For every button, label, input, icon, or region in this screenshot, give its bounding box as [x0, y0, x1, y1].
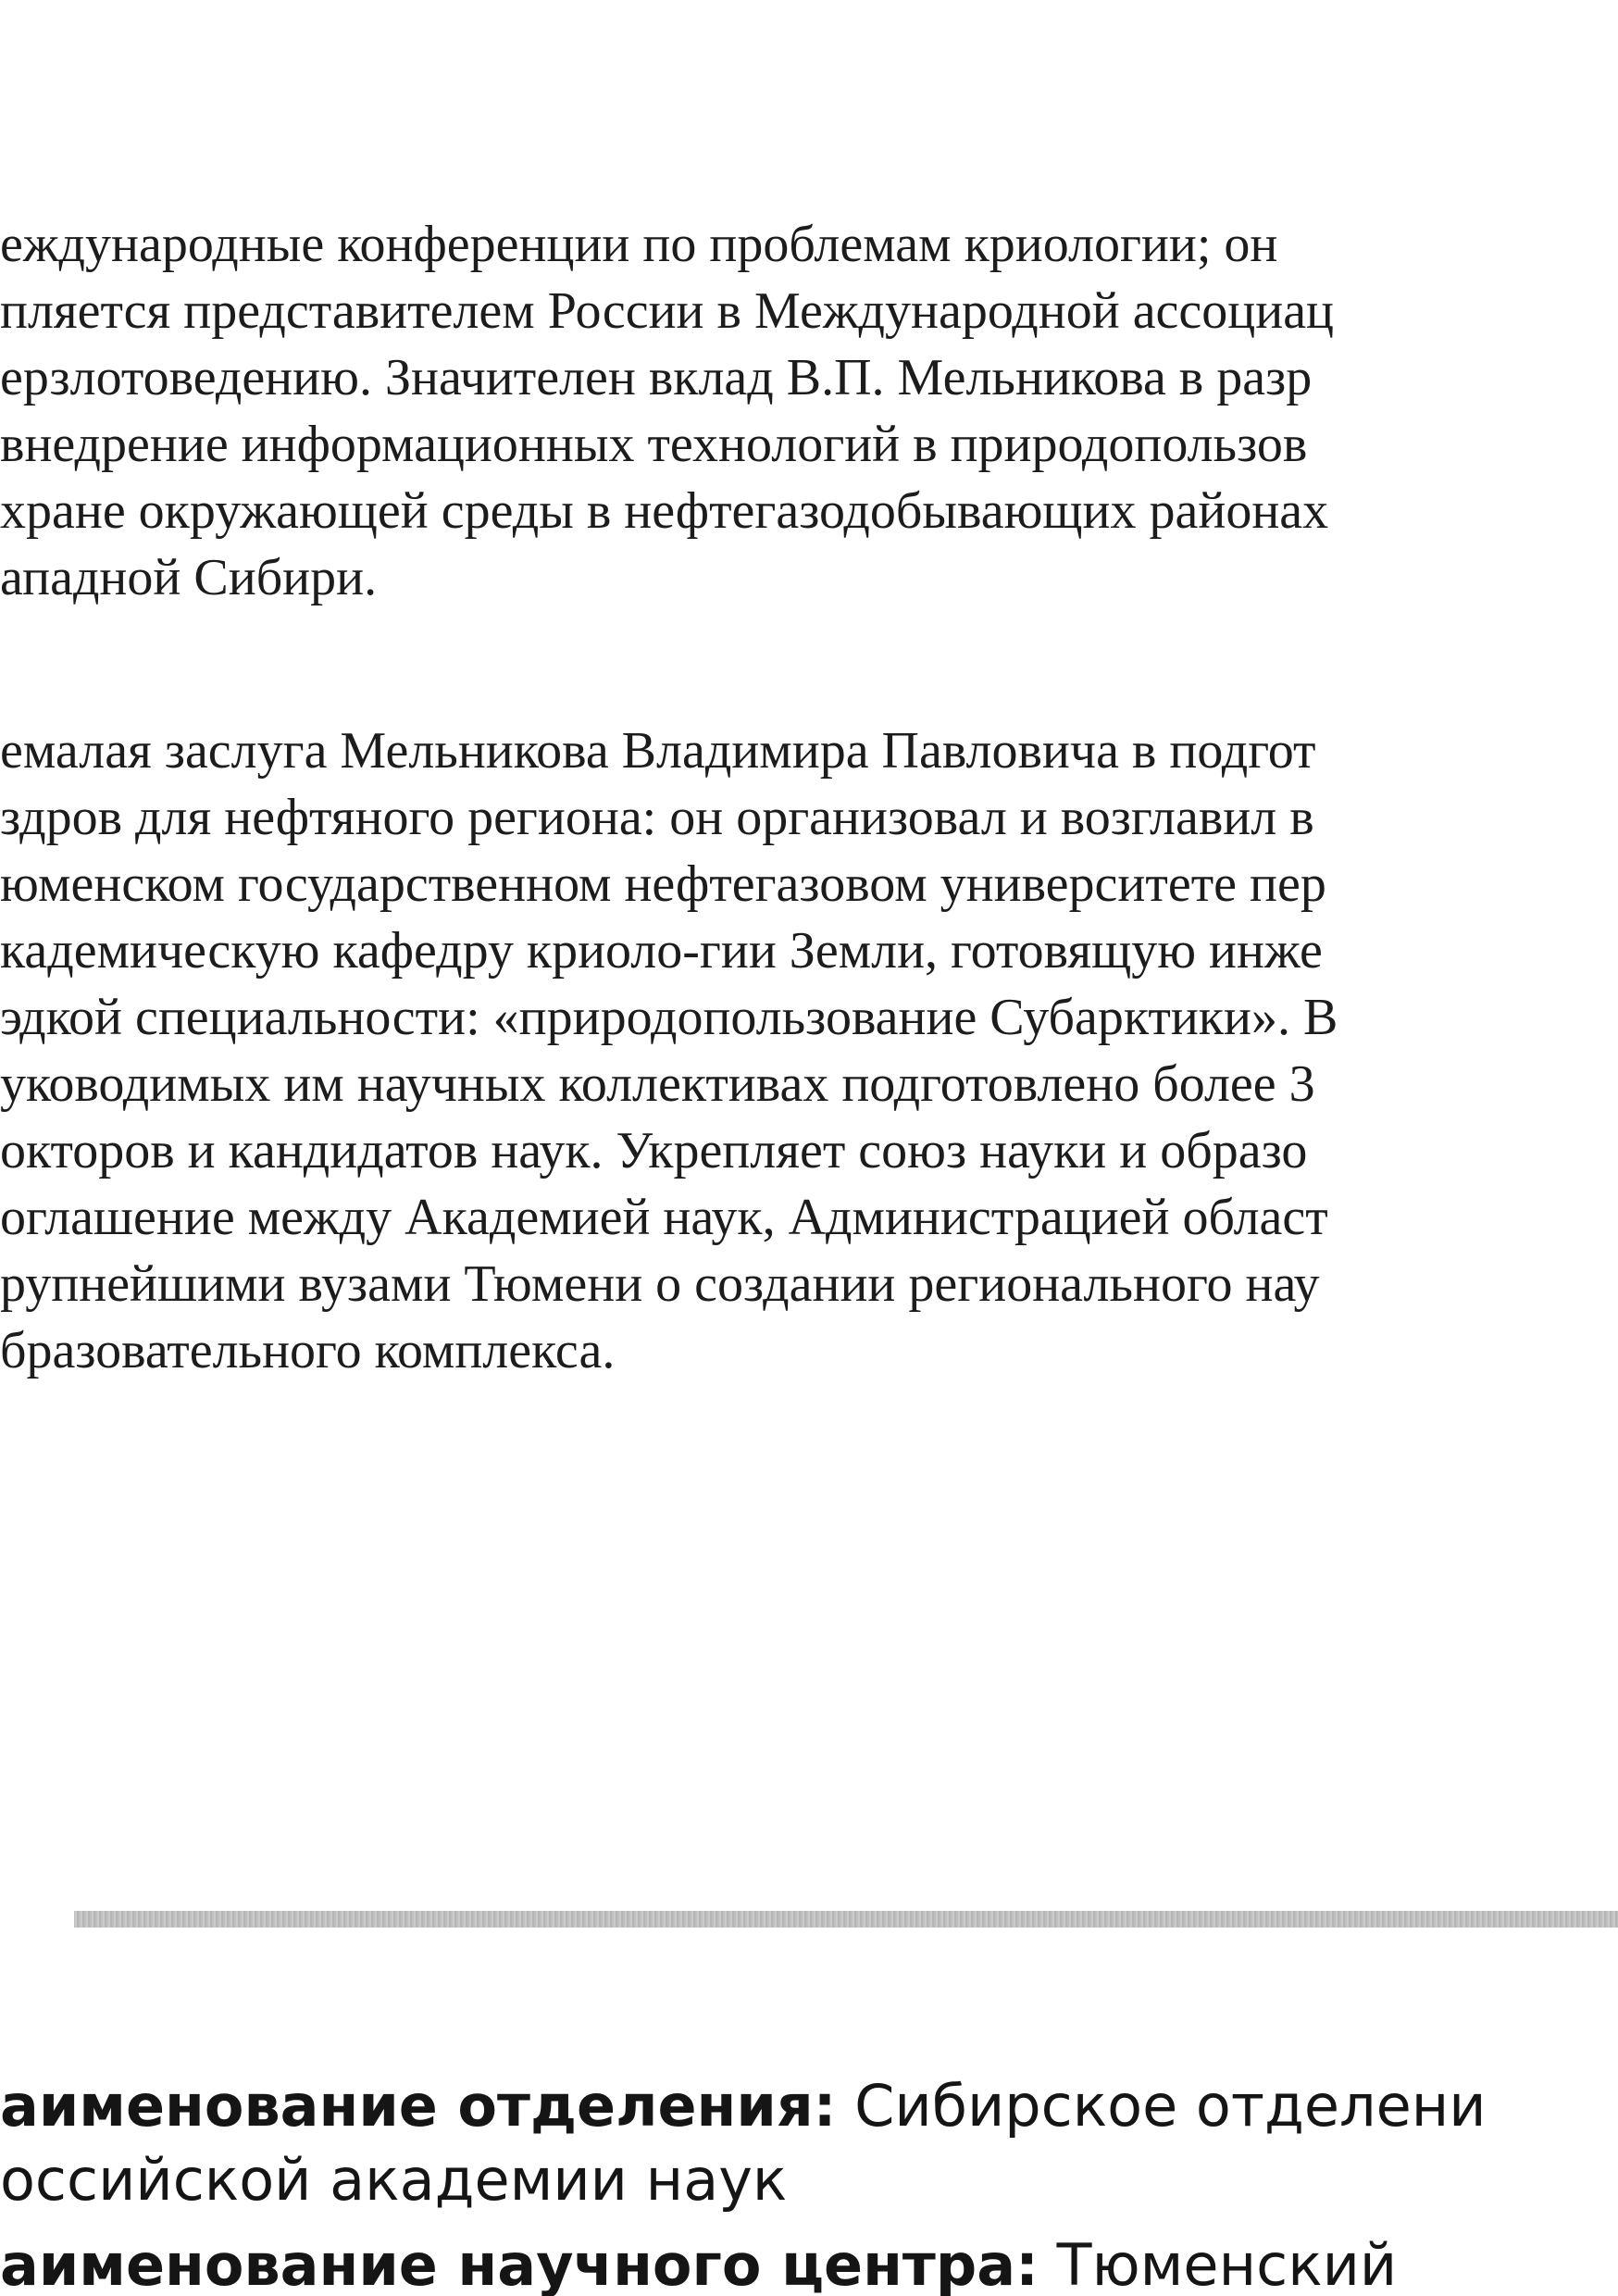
paragraph-line: кадемическую кафедру криоло-гии Земли, готовящую инже [0, 922, 1323, 980]
paragraph-line: здров для нефтяного региона: он организовал и возглавил в [0, 789, 1314, 846]
paragraph-line: хране окружающей среды в нефтегазодобывающих районах [0, 482, 1329, 540]
section-divider [74, 1911, 1618, 1928]
department-value: Сибирское отделени [836, 2072, 1487, 2140]
paragraph-line: бразовательного комплекса. [0, 1322, 616, 1379]
paragraph-line: уководимых им научных коллективах подготовлено более 3 [0, 1055, 1315, 1113]
paragraph-line: ападной Сибири. [0, 549, 378, 606]
center-label: аименование научного центра: [0, 2231, 1039, 2296]
department-line [0, 2072, 1618, 2140]
department-label: аименование отделения: [0, 2072, 837, 2140]
paragraph-line: ерзлотоведению. Значителен вклад В.П. Мельникова в разр [0, 349, 1313, 406]
paragraph-line: внедрение информационных технологий в природопользов [0, 416, 1308, 473]
paragraph-1 [0, 211, 1618, 611]
department-value-continued: оссийской академии наук [0, 2146, 788, 2214]
paragraph-line: еждународные конференции по проблемам криологии; он [0, 216, 1278, 273]
department-line-continued [0, 2146, 1618, 2214]
paragraph-line: пляется представителем России в Международной ассоциац [0, 282, 1335, 340]
center-line [0, 2231, 1618, 2296]
paragraph-line: рупнейшими вузами Тюмени о создании регионального нау [0, 1255, 1320, 1313]
paragraph-line: окторов и кандидатов наук. Укрепляет союз науки и образо [0, 1122, 1308, 1179]
paragraph-line: эдкой специальности: «природопользование Субарктики». В [0, 989, 1338, 1046]
paragraph-2 [0, 718, 1618, 1384]
paragraph-line: емалая заслуга Мельникова Владимира Павловича в подгот [0, 722, 1316, 780]
paragraph-line: оглашение между Академией наук, Администрацией област [0, 1189, 1328, 1246]
center-value: Тюменский [1038, 2231, 1398, 2296]
paragraph-line: юменском государственном нефтегазовом университете пер [0, 855, 1326, 913]
